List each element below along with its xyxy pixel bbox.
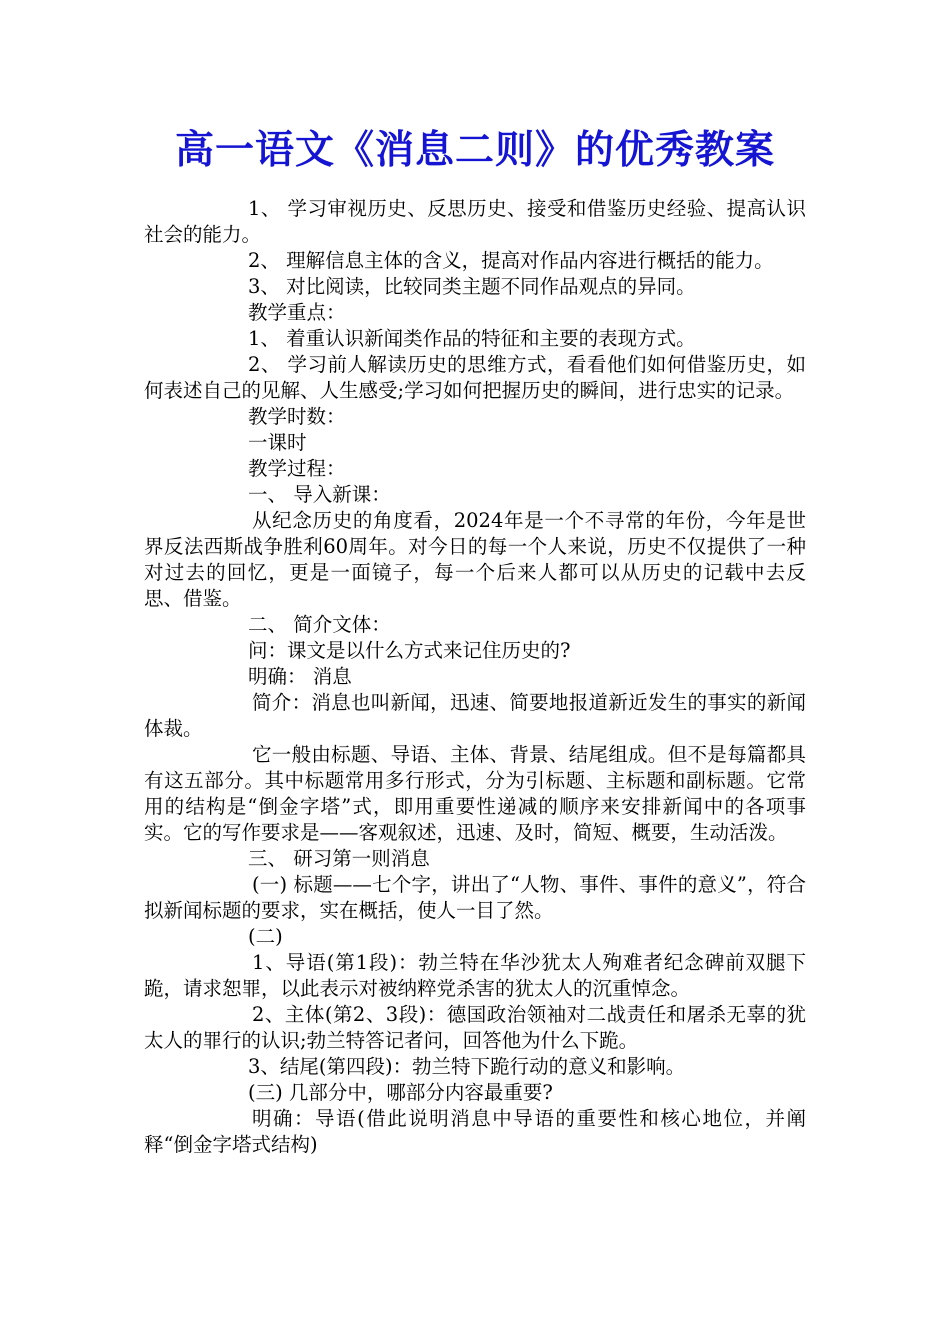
paragraph-introduction: 从纪念历史的角度看，2024年是一个不寻常的年份，今年是世界反法西斯战争胜利60周年。对今日的每一个人来说，历史不仅提供了一种对过去的回忆，更是一面镜子，每一个后来人都可以从历史的记载中去反思、借鉴。 (144, 509, 806, 610)
paragraph-ending: 3、结尾(第四段)：勃兰特下跪行动的意义和影响。 (248, 1055, 686, 1078)
heading-section-3: 三、 研习第一则消息 (248, 847, 430, 870)
heading-teaching-process: 教学过程： (248, 457, 346, 480)
heading-class-hours: 教学时数： (248, 405, 346, 428)
heading-key-points: 教学重点： (248, 301, 346, 324)
paragraph-question: 问：课文是以什么方式来记住历史的? (248, 639, 571, 662)
paragraph-class-hours: 一课时 (248, 431, 307, 454)
document-body (144, 196, 806, 1158)
paragraph-objective-1: 1、 学习审视历史、反思历史、接受和借鉴历史经验、提高认识社会的能力。 (144, 197, 806, 246)
paragraph-key-point-1: 1、 着重认识新闻类作品的特征和主要的表现方式。 (248, 327, 696, 350)
paragraph-lead: 1、导语(第1段)：勃兰特在华沙犹太人殉难者纪念碑前双腿下跪，请求恕罪，以此表示对被纳粹党杀害的犹太人的沉重悼念。 (144, 951, 806, 1000)
heading-section-1: 一、 导入新课： (248, 483, 391, 506)
paragraph-genre-intro: 简介：消息也叫新闻，迅速、简要地报道新近发生的事实的新闻体裁。 (144, 691, 806, 740)
heading-section-2: 二、 简介文体： (248, 613, 391, 636)
paragraph-part-2: (二) (248, 925, 283, 948)
paragraph-part-3-question: (三) 几部分中，哪部分内容最重要? (248, 1081, 553, 1104)
paragraph-structure: 它一般由标题、导语、主体、背景、结尾组成。但不是每篇都具有这五部分。其中标题常用多行形式，分为引标题、主标题和副标题。它常用的结构是“倒金字塔”式，即用重要性递减的顺序来安排新闻中的各项事实。它的写作要求是——客观叙述，迅速、及时，简短、概要，生动活泼。 (144, 743, 806, 844)
paragraph-part-3-answer: 明确：导语(借此说明消息中导语的重要性和核心地位，并阐释“倒金字塔式结构) (144, 1107, 806, 1156)
paragraph-headline: (一) 标题——七个字，讲出了“人物、事件、事件的意义”，符合拟新闻标题的要求，实在概括，使人一目了然。 (144, 873, 806, 922)
paragraph-answer: 明确： 消息 (248, 665, 352, 688)
paragraph-main-body: 2、主体(第2、3段)：德国政治领袖对二战责任和屠杀无辜的犹太人的罪行的认识;勃兰特答记者问，回答他为什么下跪。 (144, 1003, 806, 1052)
document-title: 高一语文《消息二则》的优秀教案 (174, 127, 775, 173)
paragraph-key-point-2: 2、 学习前人解读历史的思维方式，看看他们如何借鉴历史，如何表述自己的见解、人生感受;学习如何把握历史的瞬间，进行忠实的记录。 (144, 353, 806, 402)
paragraph-objective-2: 2、 理解信息主体的含义，提高对作品内容进行概括的能力。 (248, 249, 774, 272)
paragraph-objective-3: 3、 对比阅读，比较同类主题不同作品观点的异同。 (248, 275, 696, 298)
